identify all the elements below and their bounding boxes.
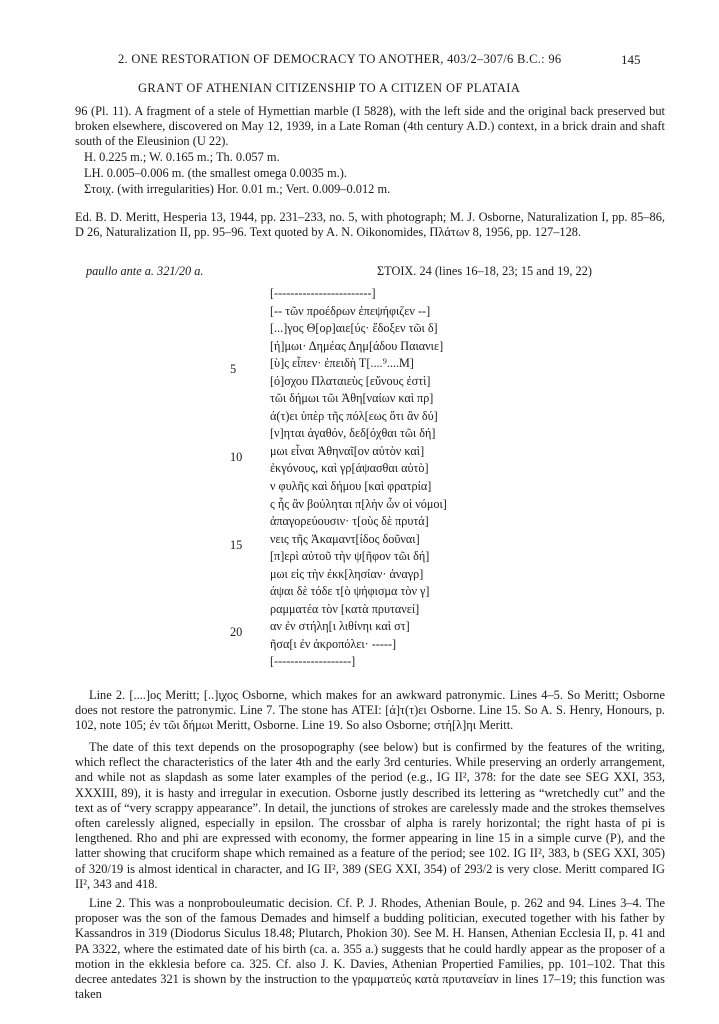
- line-number: 5: [230, 362, 237, 376]
- inscription-line: [ό]σχου Πλαταιεὺς [εὔνους ἐστὶ]: [270, 373, 431, 388]
- inscription-line: μωι εἶναι Ἀθηναῖ[ον αὐτὸν καὶ]: [270, 443, 425, 458]
- inscription-line: [ν]ηται ἀγαθόν, δεδ[όχθαι τῶι δή]: [270, 426, 436, 441]
- line-numbers: [230, 285, 260, 675]
- inscription-line: [-- τῶν προέδρων ἐπεψήφιζεν --]: [270, 303, 431, 318]
- inscription-line: νεις τῆς Ἀκαμαντ[ίδος δοῦναι]: [270, 531, 420, 546]
- inscription-line: ν φυλῆς καὶ δήμου [καὶ φρατρία]: [270, 479, 432, 494]
- inscription-line: μωι εἰς τὴν ἐκκ[λησίαν· ἀναγρ]: [270, 566, 424, 581]
- inscription-line: ῆσα[ι ἐν ἀκροπόλει· -----]: [270, 636, 397, 651]
- stoichedon-spacing-line: Στοιχ. (with irregularities) Hor. 0.01 m.; Vert. 0.009–0.012 m.: [84, 182, 391, 196]
- inscription-line: άψαι δὲ τόδε τ[ὸ ψήφισμα τὸν γ]: [270, 584, 430, 599]
- date-label: paullo ante a. 321/20 a.: [86, 264, 204, 278]
- document-title: GRANT OF ATHENIAN CITIZENSHIP TO A CITIZEN OF PLATAIA: [138, 81, 521, 95]
- inscription-line: [...]γος Θ[ορ]αιε[ύς· ἔδοξεν τῶι δ]: [270, 321, 438, 336]
- inscription-line: [π]ερὶ αὐτοῦ τὴν ψ[ῆφον τῶι δή]: [270, 549, 430, 564]
- stoichedon-label: ΣΤΟΙΧ. 24 (lines 16–18, 23; 15 and 19, 22): [377, 264, 592, 278]
- inscription-line: αν ἐν στήλη[ι λιθίνηι καὶ στ]: [270, 619, 410, 634]
- inscription-line: ἀπαγορεύουσιν· τ[οὺς δὲ πρυτά]: [270, 514, 429, 529]
- dimensions-line: H. 0.225 m.; W. 0.165 m.; Th. 0.057 m.: [84, 150, 280, 164]
- inscription-line: [-------------------]: [270, 654, 356, 669]
- line-number: 10: [230, 450, 243, 464]
- inscription-line: ά(τ)ει ὑπὲρ τῆς πόλ[εως ὅτι ἂν δύ]: [270, 408, 438, 423]
- commentary-paragraph: The date of this text depends on the prosopography (see below) but is confirmed by the features of the writing, which reflect the characteristics of the later 4th and the early 3rd centuries. While preserving an orderly arrangement, and while not as slapdash as some later examples of the period (e.g., IG II², 378: for the date see SEG XXI, 353, XXXIII, 89), it is hasty and irregular in execution. Osborne justly described its lettering as “wretchedly cut” and the text as of “very scrappy appearance”. In detail, the junctions of strokes are carelessly made and the strokes themselves often carelessly aligned, especially in epsilon. The crossbar of alpha is rarely horizontal; the right hasta of pi is lengthened. Rho and phi are expressed with economy, the former appearing in line 15 in a simple curve (Ρ), and the latter showing that cruciform shape which remained as a feature of the period; see 102. IG II², 383, b (SEG XXI, 305) of 320/19 is almost identical in character, and IG II², 389 (SEG XXI, 354) of 293/2 is very close. Meritt compared IG II², 343 and 418.: [75, 740, 665, 891]
- running-head: 2. ONE RESTORATION OF DEMOCRACY TO ANOTHER, 403/2–307/6 B.C.: 96: [118, 52, 562, 66]
- inscription-text: [270, 285, 490, 671]
- inscription-line: ραμματέα τὸν [κατὰ πρυτανεί]: [270, 601, 420, 616]
- letter-height-line: LH. 0.005–0.006 m. (the smallest omega 0.0035 m.).: [84, 166, 347, 180]
- inscription-line: [ὺ]ς εἶπεν· ἐπειδὴ Τ[....⁹....Μ]: [270, 356, 414, 371]
- inscription-line: τῶι δήμωι τῶι Ἀθη[ναίων καὶ πρ]: [270, 391, 434, 406]
- inscription-line: [ή]μωι· Δημέας Δημ[άδου Παιανιε]: [270, 338, 444, 353]
- inscription-line: ἐκγόνους, καὶ γρ[άψασθαι αὐτὸ]: [270, 461, 429, 476]
- line-number: 15: [230, 538, 243, 552]
- commentary-paragraph: Line 2. This was a nonprobouleumatic decision. Cf. P. J. Rhodes, Athenian Boule, p. 262 and 94. Lines 3–4. The proposer was the son of the famous Demades and himself a budding politician, executed together with his father by Kassandros in 319 (Diodorus Siculus 18.48; Plutarch, Phokion 30). See M. H. Hansen, Athenian Ecclesia II, p. 41 and PA 3322, where the estimated date of his birth (ca. a. 355 a.) suggests that he could hardly appear as the proposer of a motion in the ekklesia before ca. 325. Cf. also J. K. Davies, Athenian Propertied Families, pp. 101–102. That this decree antedates 321 is shown by the instruction to the γραμματεύς κατὰ πρυτανείαν in lines 17–19; this function was taken: [75, 896, 665, 1002]
- inscription-line: ς ἧς ἂν βούληται π[λὴν ὧν οἱ νόμοι]: [270, 496, 447, 511]
- line-number: 20: [230, 625, 243, 639]
- page-number: 145: [621, 52, 641, 67]
- inscription-line: [------------------------]: [270, 286, 376, 300]
- description-paragraph: 96 (Pl. 11). A fragment of a stele of Hymettian marble (I 5828), with the left side and the original back preserved but broken elsewhere, discovered on May 12, 1939, in a Late Roman (4th century A.D.) context, in a brick drain and shaft south of the Eleusinion (U 22).: [75, 104, 665, 149]
- editions-paragraph: Ed. B. D. Meritt, Hesperia 13, 1944, pp. 231–233, no. 5, with photograph; M. J. Osborne, Naturalization I, pp. 85–86, D 26, Naturalization II, pp. 95–96. Text quoted by A. N. Oikonomides, Πλάτων 8, 1956, pp. 127–128.: [75, 210, 665, 240]
- notes-paragraph: Line 2. [....]ος Meritt; [..]ι̣χος Osborne, which makes for an awkward patronymic. Lines 4–5. So Meritt; Osborne does not restore the patronymic. Line 7. The stone has ΑΤΕΙ: [ά]τ(τ)ει Osborne. Line 15. So A. S. Henry, Honours, p. 102, note 105; ἐν τῶι δήμωι Meritt, Osborne. Line 19. So also Osborne; στή[λ]ηι Meritt.: [75, 688, 665, 733]
